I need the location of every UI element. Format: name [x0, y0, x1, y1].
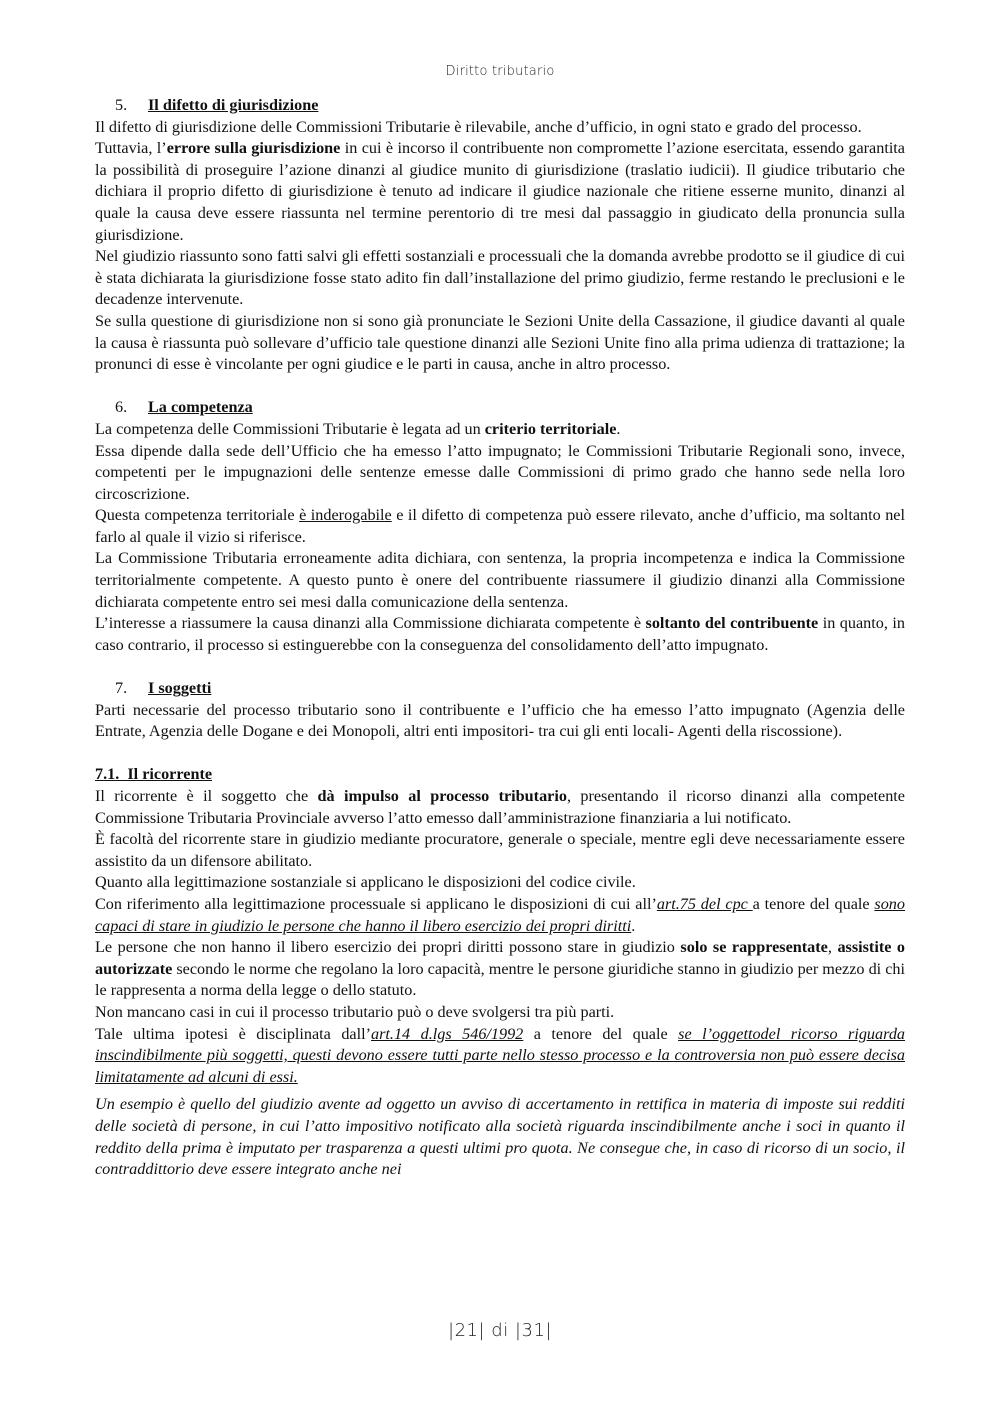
law-reference: art.14 d.lgs 546/1992 [371, 1024, 524, 1043]
quoted-norm: se l’oggettodel ricorso riguarda inscindibilmente più soggetti, questi devono essere tutti parte nello stesso processo e la controversia non può essere decisa limitatamente ad alcuni di essi. [95, 1024, 906, 1086]
paragraph: Il difetto di giurisdizione delle Commissioni Tributarie è rilevabile, anche d’ufficio, in ogni stato e grado del processo. [95, 117, 862, 136]
page-content [95, 95, 905, 1181]
paragraph: Non mancano casi in cui il processo tributario può o deve svolgersi tra più parti. [95, 1002, 615, 1021]
paragraph: L’interesse a riassumere la causa dinanzi alla Commissione dichiarata competente è soltanto del contribuente in quanto, in caso contrario, il processo si estinguerebbe con la conseguenza del consolidamento dell’atto impugnato. [95, 614, 905, 654]
quoted-norm: sono capaci di stare in giudizio le persone che hanno il libero esercizio dei propri diritti [95, 894, 905, 935]
paragraph: La competenza delle Commissioni Tributarie è legata ad un criterio territoriale. [95, 419, 621, 438]
paragraph: Essa dipende dalla sede dell’Ufficio che ha emesso l’atto impugnato; le Commissioni Tributarie Regionali sono, invece, competenti per le impugnazioni delle sentenze emesse dalle Commissioni di primo grado che hanno sede nella loro circoscrizione. [95, 441, 905, 503]
underlined-term: è inderogabile [299, 506, 392, 525]
law-reference: art.75 del cpc [656, 894, 753, 913]
section-number: 7. [115, 679, 128, 698]
section-heading [95, 678, 905, 700]
page-number: |21| di |31| [448, 1320, 552, 1341]
paragraph: Il ricorrente è il soggetto che dà impulso al processo tributario, presentando il ricorso dinanzi alla competente Commissione Tributaria Provinciale avverso l’atto emesso dall’amministrazione finanziaria a lui notificato. [95, 787, 905, 827]
subsection-title: 7.1. Il ricorrente [95, 765, 213, 784]
bold-term: dà impulso al processo tributario [317, 787, 567, 805]
paragraph: Tale ultima ipotesi è disciplinata dall’art.14 d.lgs 546/1992 a tenore del quale se l’oggettodel ricorso riguarda inscindibilmente più soggetti, questi devono essere tutti parte nello stesso processo e la controversia non può essere decisa limitatamente ad alcuni di essi. [95, 1024, 906, 1086]
section-number: 5. [115, 96, 128, 114]
bold-term: assistite o autorizzate [95, 938, 906, 978]
paragraph: Tuttavia, l’errore sulla giurisdizione in cui è incorso il contribuente non compromette l’azione esercitata, essendo garantita la possibilità di proseguire l’azione dinanzi al giudice munito di giurisdizione (traslatio iudicii). Il giudice tributario che dichiara il proprio difetto di giurisdizione è tenuto ad indicare il giudice nazionale che ritiene esserne munito, dinanzi al quale la causa deve essere riassunta nel termine perentorio di tre mesi dal passaggio in giudicato della pronuncia sulla giurisdizione. [95, 139, 905, 244]
bold-term: criterio territoriale [484, 419, 617, 438]
bold-term: errore sulla giurisdizione [166, 139, 341, 158]
section-heading [95, 95, 905, 117]
example-paragraph: Un esempio è quello del giudizio avente ad oggetto un avviso di accertamento in rettifica in materia di imposte sui redditi delle società di persone, in cui l’atto impositivo notificato alla società riguarda inscindibilmente anche i soci in quanto il reddito della prima è imputato per trasparenza a questi ultimi pro quota. Ne consegue che, in caso di ricorso di un socio, il contraddittorio deve essere integrato anche nei [95, 1095, 905, 1179]
section-title: La competenza [148, 398, 253, 417]
paragraph: Nel giudizio riassunto sono fatti salvi gli effetti sostanziali e processuali che la domanda avrebbe prodotto se il giudice di cui è stata dichiarata la giurisdizione fosse stato adito fin dall’installazione del primo giudizio, ferme restando le preclusioni e le decadenze intervenute. [95, 247, 905, 309]
paragraph: È facoltà del ricorrente stare in giudizio mediante procuratore, generale o speciale, mentre egli deve necessariamente essere assistito da un difensore abilitato. [95, 830, 905, 870]
bold-term: soltanto del contribuente [645, 614, 819, 633]
running-header: Diritto tributario [445, 64, 555, 79]
paragraph: Le persone che non hanno il libero esercizio dei propri diritti possono stare in giudizio solo se rappresentate, assistite o autorizzate secondo le norme che regolano la loro capacità, mentre le persone giuridiche stanno in giudizio per mezzo di chi le rappresenta a norma della legge o dello statuto. [95, 938, 906, 1000]
section-number: 6. [115, 398, 128, 417]
section-title: I soggetti [148, 679, 212, 698]
paragraph: Se sulla questione di giurisdizione non si sono già pronunciate le Sezioni Unite della Cassazione, il giudice davanti al quale la causa è riassunta può sollevare d’ufficio tale questione dinanzi alle Sezioni Unite fino alla prima udienza di trattazione; la pronunci di esse è vincolante per ogni giudice e le parti in causa, anche in altro processo. [95, 311, 905, 374]
paragraph: La Commissione Tributaria erroneamente adita dichiara, con sentenza, la propria incompetenza e indica la Commissione territorialmente competente. A questo punto è onere del contribuente riassumere il giudizio dinanzi alla Commissione dichiarata competente entro sei mesi dalla comunicazione della sentenza. [95, 549, 905, 611]
paragraph: Con riferimento alla legittimazione processuale si applicano le disposizioni di cui all’art.75 del cpc a tenore del quale sono capaci di stare in giudizio le persone che hanno il libero esercizio dei propri diritti. [95, 894, 905, 935]
paragraph: Parti necessarie del processo tributario sono il contribuente e l’ufficio che ha emesso l’atto impugnato (Agenzia delle Entrate, Agenzia delle Dogane e dei Monopoli, altri enti impositori- tra cui gli enti locali- Agenti della riscossione). [95, 700, 905, 741]
paragraph: Questa competenza territoriale è inderogabile e il difetto di competenza può essere rilevato, anche d’ufficio, ma soltanto nel farlo al quale il vizio si riferisce. [95, 506, 905, 546]
paragraph: Quanto alla legittimazione sostanziale si applicano le disposizioni del codice civile. [95, 873, 636, 892]
subsection-heading [95, 764, 905, 786]
bold-term: solo se rappresentate [680, 938, 828, 957]
section-title: Il difetto di giurisdizione [148, 96, 319, 114]
section-heading [95, 397, 905, 419]
